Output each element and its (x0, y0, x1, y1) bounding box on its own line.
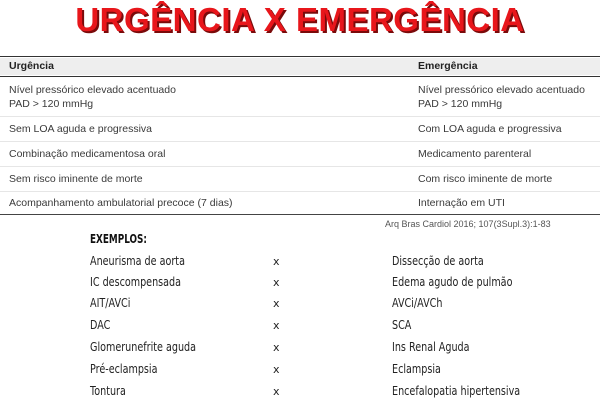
emergencia-row-2: Com LOA aguda e progressiva (418, 123, 562, 135)
example-separator: x (273, 363, 280, 376)
example-separator: x (273, 319, 280, 332)
urgencia-row-2: Sem LOA aguda e progressiva (9, 123, 153, 135)
table-top-rule (0, 56, 600, 57)
example-urgencia-3: AIT/AVCi (90, 296, 131, 310)
table-header-rule (0, 76, 600, 77)
urgencia-row-1-line-1: Nível pressórico elevado acentuado (9, 84, 176, 96)
example-urgencia-6: Pré-eclampsia (90, 362, 158, 376)
example-emergencia-3: AVCi/AVCh (392, 296, 443, 310)
example-emergencia-4: SCA (392, 318, 412, 332)
example-separator: x (273, 385, 280, 398)
row-divider (0, 191, 600, 192)
emergencia-row-5: Internação em UTI (418, 197, 505, 209)
urgencia-row-5: Acompanhamento ambulatorial precoce (7 dias) (9, 197, 233, 209)
source-citation: Arq Bras Cardiol 2016; 107(3Supl.3):1-83 (385, 219, 551, 229)
urgencia-row-1-line-2: PAD > 120 mmHg (9, 98, 94, 110)
row-divider (0, 166, 600, 167)
emergencia-row-3: Medicamento parenteral (418, 148, 532, 160)
example-emergencia-2: Edema agudo de pulmão (392, 275, 513, 289)
examples-heading: EXEMPLOS: (90, 232, 147, 246)
example-urgencia-7: Tontura (90, 384, 126, 398)
example-emergencia-6: Eclampsia (392, 362, 441, 376)
page-title: URGÊNCIA X EMERGÊNCIA (75, 1, 525, 38)
example-separator: x (273, 297, 280, 310)
example-emergencia-7: Encefalopatia hipertensiva (392, 384, 521, 398)
urgencia-row-4: Sem risco iminente de morte (9, 173, 143, 185)
example-separator: x (273, 341, 280, 354)
example-urgencia-1: Aneurisma de aorta (90, 254, 185, 268)
example-urgencia-4: DAC (90, 318, 111, 332)
emergencia-row-4: Com risco iminente de morte (418, 173, 553, 185)
emergencia-row-1-line-1: Nível pressórico elevado acentuado (418, 84, 585, 96)
table-header-background (0, 58, 600, 75)
urgencia-row-3: Combinação medicamentosa oral (9, 148, 166, 160)
example-separator: x (273, 276, 280, 289)
header-emergencia: Emergência (418, 60, 478, 72)
example-separator: x (273, 255, 280, 268)
emergencia-row-1-line-2: PAD > 120 mmHg (418, 98, 503, 110)
row-divider (0, 141, 600, 142)
example-emergencia-5: Ins Renal Aguda (392, 340, 470, 354)
example-emergencia-1: Dissecção de aorta (392, 254, 484, 268)
example-urgencia-5: Glomerunefrite aguda (90, 340, 197, 354)
table-bottom-rule (0, 214, 600, 215)
example-urgencia-2: IC descompensada (90, 275, 182, 289)
header-urgencia: Urgência (9, 60, 54, 72)
row-divider (0, 116, 600, 117)
